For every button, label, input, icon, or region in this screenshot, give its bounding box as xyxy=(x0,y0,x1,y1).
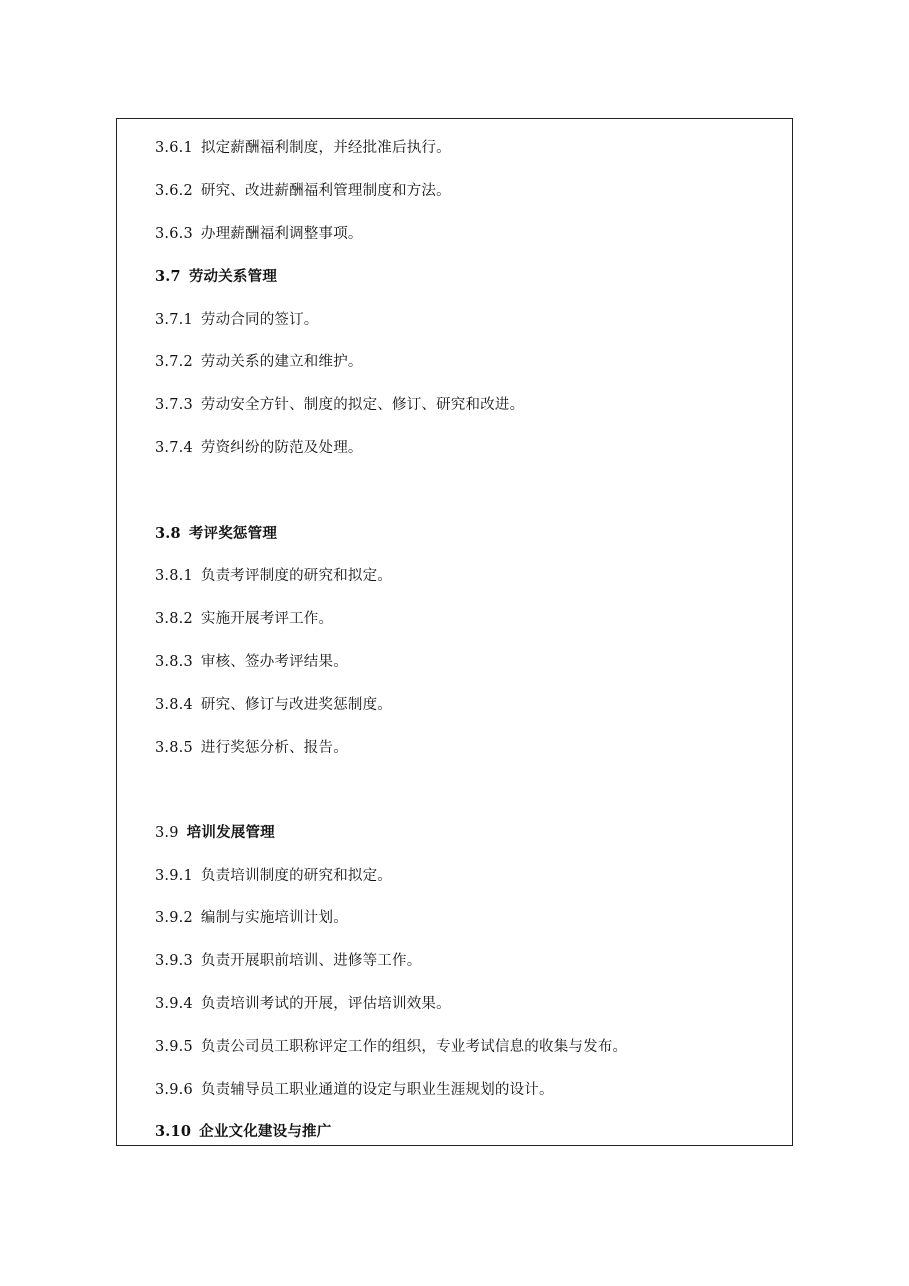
item-number: 3.7.4 xyxy=(155,440,193,456)
item-3-7-3 xyxy=(155,396,524,414)
item-number: 3.9.1 xyxy=(155,868,193,884)
item-number: 3.6.1 xyxy=(155,140,193,156)
item-3-7-4 xyxy=(155,439,363,457)
item-number: 3.6.3 xyxy=(155,226,193,242)
item-3-9-2 xyxy=(155,909,348,927)
item-number: 3.9.3 xyxy=(155,953,193,969)
item-number: 3.9.5 xyxy=(155,1039,193,1055)
item-3-9-4 xyxy=(155,995,451,1013)
section-heading-3-10 xyxy=(155,1123,331,1141)
item-3-8-1 xyxy=(155,567,392,585)
item-number: 3.7.2 xyxy=(155,354,193,370)
item-text: 负责开展职前培训、进修等工作。 xyxy=(200,953,422,969)
item-number: 3.8.1 xyxy=(155,568,193,584)
item-text: 审核、签办考评结果。 xyxy=(200,654,348,670)
section-heading-3-7 xyxy=(155,268,277,286)
item-number: 3.8.2 xyxy=(155,611,193,627)
item-3-8-2 xyxy=(155,610,333,628)
item-number: 3.9.6 xyxy=(155,1082,193,1098)
item-3-8-5 xyxy=(155,739,348,757)
item-text: 负责培训制度的研究和拟定。 xyxy=(200,868,393,884)
section-title: 考评奖惩管理 xyxy=(188,525,278,542)
section-number: 3.7 xyxy=(155,268,181,285)
item-3-8-4 xyxy=(155,696,392,714)
item-text: 劳动关系的建立和维护。 xyxy=(200,354,363,370)
item-3-9-3 xyxy=(155,952,421,970)
section-number: 3.8 xyxy=(155,525,181,542)
item-3-8-3 xyxy=(155,653,348,671)
item-3-6-1 xyxy=(155,139,451,157)
item-text: 研究、改进薪酬福利管理制度和方法。 xyxy=(200,183,451,199)
item-3-7-1 xyxy=(155,311,319,329)
item-text: 办理薪酬福利调整事项。 xyxy=(200,226,363,242)
item-number: 3.7.3 xyxy=(155,397,193,413)
item-text: 负责培训考试的开展，评估培训效果。 xyxy=(200,996,451,1012)
item-number: 3.6.2 xyxy=(155,183,193,199)
item-3-7-2 xyxy=(155,353,363,371)
item-text: 劳动安全方针、制度的拟定、修订、研究和改进。 xyxy=(200,397,525,413)
item-text: 负责辅导员工职业通道的设定与职业生涯规划的设计。 xyxy=(200,1082,554,1098)
item-number: 3.7.1 xyxy=(155,312,193,328)
item-number: 3.9.2 xyxy=(155,910,193,926)
item-text: 劳动合同的签订。 xyxy=(200,312,319,328)
section-title: 培训发展管理 xyxy=(186,824,275,841)
section-title: 企业文化建设与推广 xyxy=(199,1123,332,1140)
item-text: 进行奖惩分析、报告。 xyxy=(200,740,348,756)
item-text: 研究、修订与改进奖惩制度。 xyxy=(200,697,393,713)
item-text: 劳资纠纷的防范及处理。 xyxy=(200,440,363,456)
item-number: 3.8.5 xyxy=(155,740,193,756)
item-text: 实施开展考评工作。 xyxy=(200,611,334,627)
item-number: 3.8.4 xyxy=(155,697,193,713)
section-heading-3-9 xyxy=(155,824,275,842)
section-heading-3-8 xyxy=(155,525,277,543)
item-3-9-1 xyxy=(155,867,392,885)
item-number: 3.8.3 xyxy=(155,654,193,670)
item-text: 编制与实施培训计划。 xyxy=(200,910,348,926)
item-text: 负责公司员工职称评定工作的组织，专业考试信息的收集与发布。 xyxy=(200,1039,628,1055)
section-number: 3.9 xyxy=(155,825,179,841)
item-3-6-3 xyxy=(155,225,363,243)
section-title: 劳动关系管理 xyxy=(188,268,278,285)
item-text: 负责考评制度的研究和拟定。 xyxy=(200,568,393,584)
item-3-6-2 xyxy=(155,182,451,200)
item-number: 3.9.4 xyxy=(155,996,193,1012)
item-3-9-6 xyxy=(155,1081,554,1099)
section-number: 3.10 xyxy=(155,1123,192,1140)
item-3-9-5 xyxy=(155,1038,627,1056)
item-text: 拟定薪酬福利制度，并经批准后执行。 xyxy=(200,140,451,156)
